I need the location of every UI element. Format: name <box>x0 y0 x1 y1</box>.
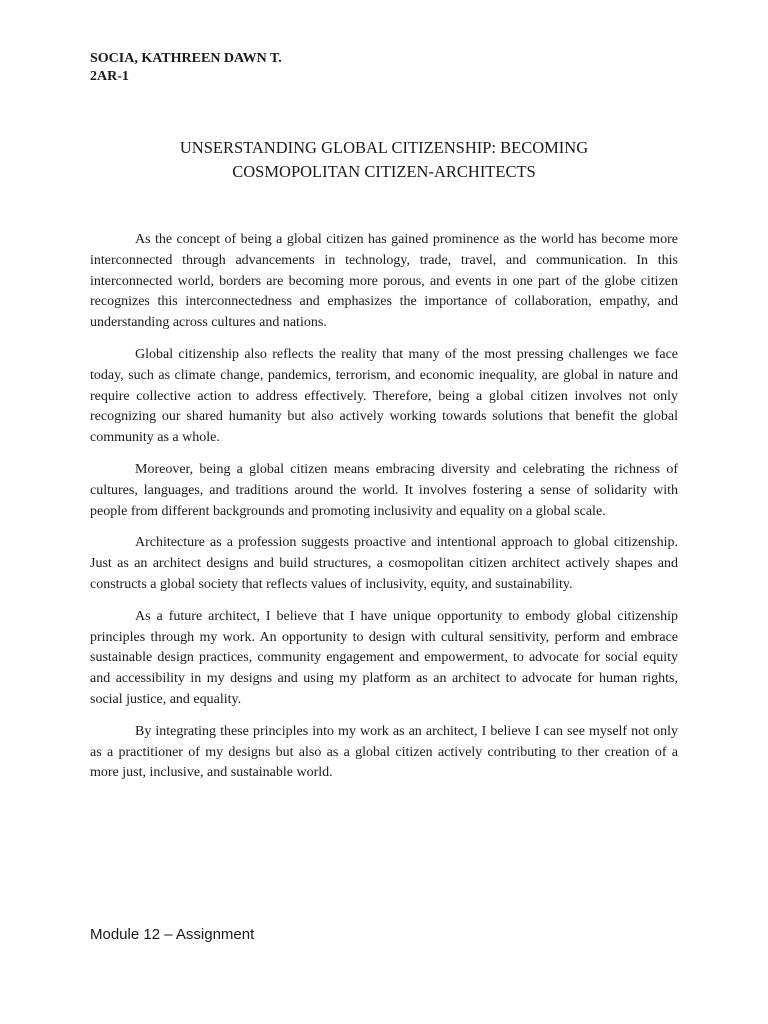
paragraph: Moreover, being a global citizen means embracing diversity and celebrating the richness of cultures, languages, and traditions around the world. It involves fostering a sense of solidarity with people from different backgrounds and promoting inclusivity and equality on a global scale. <box>90 461 678 519</box>
paragraph: As a future architect, I believe that I have unique opportunity to embody global citizenship principles through my work. An opportunity to design with cultural sensitivity, perform and embrace sustainable design practices, community engagement and empowerment, to advocate for social equity and accessibility in my designs and using my platform as an architect to advocate for human rights, social justice, and equality. <box>90 608 678 707</box>
author-section: 2AR-1 <box>90 69 129 84</box>
document-body <box>90 230 678 795</box>
author-header <box>90 50 282 86</box>
document-title <box>90 136 678 184</box>
paragraph: Architecture as a profession suggests proactive and intentional approach to global citizenship. Just as an architect designs and build structures, a cosmopolitan citizen architect actively shapes and constructs a global society that reflects values of inclusivity, equity, and sustainability. <box>90 535 678 592</box>
title-line-2: COSMOPOLITAN CITIZEN-ARCHITECTS <box>232 162 536 181</box>
paragraph: As the concept of being a global citizen has gained prominence as the world has become more interconnected through advancements in technology, trade, travel, and communication. In this interconnected world, borders are becoming more porous, and events in one part of the globe citizen recognizes this interconnectedness and emphasizes the importance of collaboration, empathy, and understanding across cultures and nations. <box>90 232 678 331</box>
paragraph: Global citizenship also reflects the reality that many of the most pressing challenges we face today, such as climate change, pandemics, terrorism, and economic inequality, are global in nature and require collective action to address effectively. Therefore, being a global citizen involves not only recognizing our shared humanity but also actively working towards solutions that benefit the global community as a whole. <box>90 346 678 446</box>
title-line-1: UNSERSTANDING GLOBAL CITIZENSHIP: BECOMING <box>179 138 589 157</box>
page-footer: Module 12 – Assignment <box>90 926 255 943</box>
author-name: SOCIA, KATHREEN DAWN T. <box>90 51 282 66</box>
paragraph: By integrating these principles into my work as an architect, I believe I can see myself not only as a practitioner of my designs but also as a global citizen actively contributing to ther creation of a more just, inclusive, and sustainable world. <box>90 723 678 781</box>
